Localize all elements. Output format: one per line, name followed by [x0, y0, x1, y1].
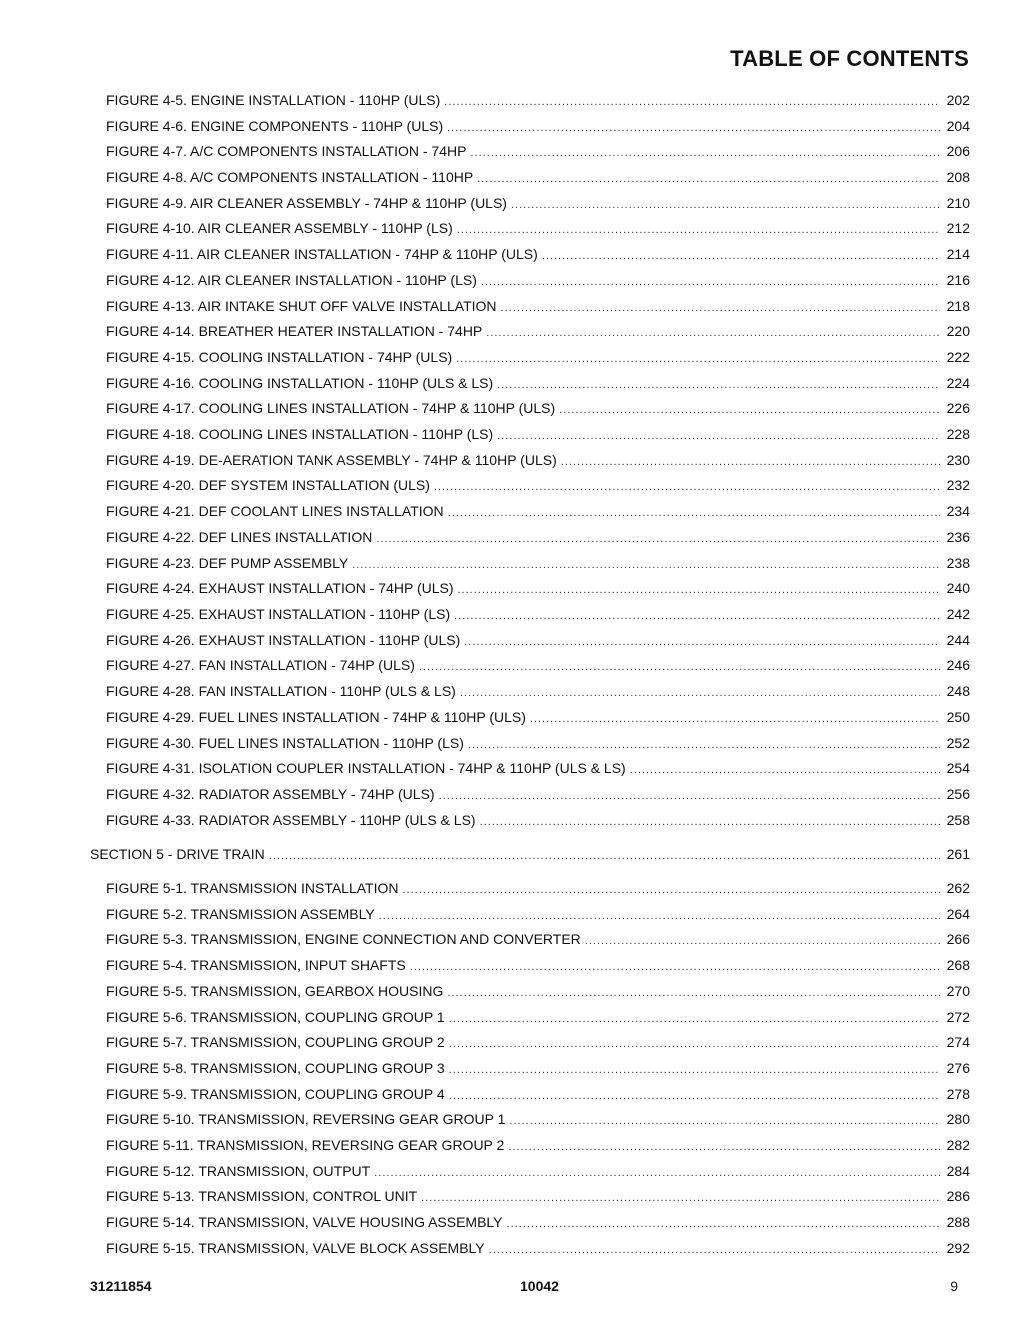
- toc-entry-label: FIGURE 4-27. FAN INSTALLATION - 74HP (ULS): [106, 657, 415, 673]
- toc-entry-label: FIGURE 4-7. A/C COMPONENTS INSTALLATION - 74HP: [106, 143, 467, 159]
- toc-entry-page-number: 256: [946, 786, 970, 802]
- toc-figure-entry[interactable]: [106, 323, 970, 341]
- toc-figure-entry[interactable]: [106, 760, 970, 778]
- toc-dot-leader: [376, 531, 940, 547]
- footer-revision-code: 10042: [520, 1278, 559, 1294]
- toc-entry-label: FIGURE 5-13. TRANSMISSION, CONTROL UNIT: [106, 1188, 418, 1204]
- toc-dot-leader: [449, 1036, 940, 1052]
- toc-entry-label: FIGURE 5-9. TRANSMISSION, COUPLING GROUP 4: [106, 1086, 445, 1102]
- toc-dot-leader: [449, 1011, 940, 1027]
- toc-entry-label: FIGURE 5-2. TRANSMISSION ASSEMBLY: [106, 906, 375, 922]
- toc-figure-entry[interactable]: [106, 735, 970, 753]
- toc-figure-entry[interactable]: [106, 246, 970, 264]
- toc-entry-page-number: 206: [946, 143, 970, 159]
- toc-figure-entry[interactable]: [106, 683, 970, 701]
- toc-figure-entry[interactable]: [106, 298, 970, 316]
- toc-figure-entry[interactable]: [106, 906, 970, 924]
- toc-entry-page-number: 242: [946, 606, 970, 622]
- toc-dot-leader: [468, 737, 940, 753]
- toc-dot-leader: [497, 428, 940, 444]
- toc-figure-entry[interactable]: [106, 1188, 970, 1206]
- toc-dot-leader: [434, 479, 940, 495]
- toc-entry-page-number: 224: [946, 375, 970, 391]
- toc-entry-page-number: 286: [946, 1188, 970, 1204]
- toc-figure-entry[interactable]: [106, 786, 970, 804]
- toc-entry-page-number: 266: [946, 931, 970, 947]
- toc-entry-page-number: 258: [946, 812, 970, 828]
- toc-figure-entry[interactable]: [106, 580, 970, 598]
- toc-figure-entry[interactable]: [106, 812, 970, 830]
- toc-figure-entry[interactable]: [106, 529, 970, 547]
- toc-figure-entry[interactable]: [106, 220, 970, 238]
- toc-figure-entry[interactable]: [106, 1111, 970, 1129]
- toc-dot-leader: [489, 1242, 940, 1258]
- toc-entry-page-number: 246: [946, 657, 970, 673]
- toc-figure-entry[interactable]: [106, 657, 970, 675]
- toc-entry-label: FIGURE 4-21. DEF COOLANT LINES INSTALLATION: [106, 503, 444, 519]
- toc-entry-page-number: 236: [946, 529, 970, 545]
- footer-page-number: 9: [950, 1278, 958, 1294]
- toc-figure-entry[interactable]: [106, 375, 970, 393]
- toc-entry-page-number: 220: [946, 323, 970, 339]
- toc-entry-page-number: 218: [946, 298, 970, 314]
- toc-figure-entry[interactable]: [106, 1060, 970, 1078]
- toc-dot-leader: [448, 505, 940, 521]
- toc-entry-page-number: 268: [946, 957, 970, 973]
- toc-dot-leader: [508, 1139, 940, 1155]
- toc-figure-entry[interactable]: [106, 503, 970, 521]
- toc-entry-page-number: 230: [946, 452, 970, 468]
- toc-figure-entry[interactable]: [106, 169, 970, 187]
- toc-dot-leader: [470, 145, 940, 161]
- toc-entry-page-number: 270: [946, 983, 970, 999]
- toc-entry-label: FIGURE 5-4. TRANSMISSION, INPUT SHAFTS: [106, 957, 406, 973]
- toc-entry-page-number: 234: [946, 503, 970, 519]
- toc-dot-leader: [585, 933, 940, 949]
- toc-entry-page-number: 208: [946, 169, 970, 185]
- toc-entry-label: FIGURE 4-30. FUEL LINES INSTALLATION - 110HP (LS): [106, 735, 464, 751]
- toc-dot-leader: [507, 1216, 940, 1232]
- toc-figure-entry[interactable]: [106, 709, 970, 727]
- toc-figure-entry[interactable]: [106, 272, 970, 290]
- toc-entry-label: FIGURE 5-10. TRANSMISSION, REVERSING GEAR GROUP 1: [106, 1111, 506, 1127]
- toc-entry-page-number: 214: [946, 246, 970, 262]
- toc-entry-label: FIGURE 4-13. AIR INTAKE SHUT OFF VALVE INSTALLATION: [106, 298, 497, 314]
- toc-entry-label: FIGURE 4-23. DEF PUMP ASSEMBLY: [106, 555, 349, 571]
- toc-entry-label: FIGURE 4-8. A/C COMPONENTS INSTALLATION - 110HP: [106, 169, 474, 185]
- toc-figure-entry[interactable]: [106, 1034, 970, 1052]
- toc-dot-leader: [457, 222, 940, 238]
- toc-entry-label: FIGURE 4-26. EXHAUST INSTALLATION - 110HP (ULS): [106, 632, 461, 648]
- toc-entry-page-number: 202: [946, 92, 970, 108]
- toc-entry-label: FIGURE 4-16. COOLING INSTALLATION - 110HP (ULS & LS): [106, 375, 494, 391]
- toc-entry-label: SECTION 5 - DRIVE TRAIN: [90, 846, 265, 862]
- toc-dot-leader: [480, 814, 940, 830]
- toc-dot-leader: [511, 197, 940, 213]
- toc-figure-entry[interactable]: [106, 1240, 970, 1258]
- toc-dot-leader: [486, 325, 940, 341]
- toc-dot-leader: [352, 557, 940, 573]
- toc-figure-entry[interactable]: [106, 957, 970, 975]
- toc-entry-label: FIGURE 4-29. FUEL LINES INSTALLATION - 74HP & 110HP (ULS): [106, 709, 526, 725]
- toc-entry-label: FIGURE 5-3. TRANSMISSION, ENGINE CONNECTION AND CONVERTER: [106, 931, 581, 947]
- toc-entry-label: FIGURE 4-12. AIR CLEANER INSTALLATION - 110HP (LS): [106, 272, 477, 288]
- toc-entry-label: FIGURE 4-11. AIR CLEANER INSTALLATION - 74HP & 110HP (ULS): [106, 246, 538, 262]
- toc-entry-page-number: 228: [946, 426, 970, 442]
- toc-entry-page-number: 232: [946, 477, 970, 493]
- toc-dot-leader: [561, 454, 940, 470]
- toc-entry-page-number: 264: [946, 906, 970, 922]
- toc-entry-page-number: 284: [946, 1163, 970, 1179]
- toc-entry-page-number: 272: [946, 1009, 970, 1025]
- page-title: TABLE OF CONTENTS: [730, 46, 969, 71]
- toc-section-entry[interactable]: [90, 846, 970, 864]
- toc-entry-label: FIGURE 4-33. RADIATOR ASSEMBLY - 110HP (ULS & LS): [106, 812, 476, 828]
- toc-entry-page-number: 254: [946, 760, 970, 776]
- toc-dot-leader: [403, 882, 941, 898]
- toc-figure-entry[interactable]: [106, 477, 970, 495]
- toc-dot-leader: [559, 402, 940, 418]
- toc-entry-page-number: 278: [946, 1086, 970, 1102]
- toc-entry-label: FIGURE 5-12. TRANSMISSION, OUTPUT: [106, 1163, 371, 1179]
- toc-dot-leader: [456, 351, 940, 367]
- toc-entry-label: FIGURE 4-5. ENGINE INSTALLATION - 110HP (ULS): [106, 92, 441, 108]
- toc-entry-label: FIGURE 4-20. DEF SYSTEM INSTALLATION (ULS): [106, 477, 430, 493]
- toc-figure-entry[interactable]: [106, 632, 970, 650]
- toc-dot-leader: [439, 788, 940, 804]
- toc-figure-entry[interactable]: [106, 931, 970, 949]
- toc-entry-page-number: 248: [946, 683, 970, 699]
- toc-dot-leader: [464, 634, 940, 650]
- toc-dot-leader: [449, 1062, 940, 1078]
- toc-dot-leader: [477, 171, 940, 187]
- toc-entry-label: FIGURE 4-28. FAN INSTALLATION - 110HP (ULS & LS): [106, 683, 456, 699]
- toc-entry-page-number: 240: [946, 580, 970, 596]
- toc-dot-leader: [454, 608, 940, 624]
- toc-figure-entry[interactable]: [106, 1137, 970, 1155]
- toc-entry-page-number: 226: [946, 400, 970, 416]
- toc-dot-leader: [269, 848, 940, 864]
- toc-dot-leader: [410, 959, 940, 975]
- toc-figure-entry[interactable]: [106, 1009, 970, 1027]
- toc-figure-entry[interactable]: [106, 1163, 970, 1181]
- toc-entry-label: FIGURE 4-6. ENGINE COMPONENTS - 110HP (ULS): [106, 118, 444, 134]
- toc-entry-page-number: 288: [946, 1214, 970, 1230]
- toc-dot-leader: [542, 248, 940, 264]
- toc-entry-page-number: 212: [946, 220, 970, 236]
- toc-dot-leader: [449, 1088, 940, 1104]
- toc-figure-entry[interactable]: [106, 1214, 970, 1232]
- toc-figure-entry[interactable]: [106, 400, 970, 418]
- toc-figure-entry[interactable]: [106, 349, 970, 367]
- toc-dot-leader: [444, 94, 940, 110]
- toc-entry-label: FIGURE 4-17. COOLING LINES INSTALLATION - 74HP & 110HP (ULS): [106, 400, 556, 416]
- toc-dot-leader: [630, 762, 940, 778]
- toc-figure-entry[interactable]: [106, 606, 970, 624]
- toc-dot-leader: [379, 908, 940, 924]
- footer-document-number: 31211854: [90, 1278, 152, 1294]
- toc-figure-entry[interactable]: [106, 426, 970, 444]
- toc-entry-label: FIGURE 5-11. TRANSMISSION, REVERSING GEAR GROUP 2: [106, 1137, 505, 1153]
- toc-entry-label: FIGURE 5-1. TRANSMISSION INSTALLATION: [106, 880, 399, 896]
- toc-dot-leader: [458, 582, 941, 598]
- toc-entry-label: FIGURE 5-6. TRANSMISSION, COUPLING GROUP 1: [106, 1009, 445, 1025]
- toc-entry-page-number: 262: [946, 880, 970, 896]
- toc-figure-entry[interactable]: [106, 118, 970, 136]
- toc-entry-page-number: 274: [946, 1034, 970, 1050]
- toc-entry-page-number: 216: [946, 272, 970, 288]
- toc-entry-page-number: 282: [946, 1137, 970, 1153]
- toc-figure-entry[interactable]: [106, 143, 970, 161]
- toc-dot-leader: [460, 685, 940, 701]
- toc-entry-label: FIGURE 5-14. TRANSMISSION, VALVE HOUSING ASSEMBLY: [106, 1214, 503, 1230]
- toc-entry-label: FIGURE 4-32. RADIATOR ASSEMBLY - 74HP (ULS): [106, 786, 435, 802]
- toc-dot-leader: [447, 120, 940, 136]
- toc-figure-entry[interactable]: [106, 195, 970, 213]
- toc-entry-label: FIGURE 5-7. TRANSMISSION, COUPLING GROUP 2: [106, 1034, 445, 1050]
- toc-entry-page-number: 204: [946, 118, 970, 134]
- toc-entry-page-number: 238: [946, 555, 970, 571]
- toc-dot-leader: [509, 1113, 940, 1129]
- toc-entry-page-number: 252: [946, 735, 970, 751]
- toc-entry-label: FIGURE 4-31. ISOLATION COUPLER INSTALLATION - 74HP & 110HP (ULS & LS): [106, 760, 626, 776]
- toc-figure-entry[interactable]: [106, 1086, 970, 1104]
- toc-entry-label: FIGURE 4-24. EXHAUST INSTALLATION - 74HP (ULS): [106, 580, 454, 596]
- toc-entry-label: FIGURE 4-10. AIR CLEANER ASSEMBLY - 110HP (LS): [106, 220, 453, 236]
- toc-figure-entry[interactable]: [106, 92, 970, 110]
- toc-entry-label: FIGURE 4-14. BREATHER HEATER INSTALLATION - 74HP: [106, 323, 483, 339]
- toc-dot-leader: [419, 659, 940, 675]
- toc-entry-label: FIGURE 4-9. AIR CLEANER ASSEMBLY - 74HP & 110HP (ULS): [106, 195, 507, 211]
- toc-entry-label: FIGURE 4-19. DE-AERATION TANK ASSEMBLY - 74HP & 110HP (ULS): [106, 452, 557, 468]
- toc-figure-entry[interactable]: [106, 452, 970, 470]
- toc-dot-leader: [481, 274, 940, 290]
- toc-figure-entry[interactable]: [106, 983, 970, 1001]
- toc-entry-page-number: 276: [946, 1060, 970, 1076]
- toc-dot-leader: [530, 711, 940, 727]
- toc-dot-leader: [497, 377, 940, 393]
- toc-entry-label: FIGURE 4-18. COOLING LINES INSTALLATION - 110HP (LS): [106, 426, 494, 442]
- toc-entry-page-number: 244: [946, 632, 970, 648]
- toc-figure-entry[interactable]: [106, 880, 970, 898]
- toc-entry-page-number: 280: [946, 1111, 970, 1127]
- toc-entry-label: FIGURE 5-5. TRANSMISSION, GEARBOX HOUSING: [106, 983, 444, 999]
- toc-entry-page-number: 250: [946, 709, 970, 725]
- toc-entry-page-number: 261: [946, 846, 970, 862]
- toc-entry-label: FIGURE 4-22. DEF LINES INSTALLATION: [106, 529, 373, 545]
- toc-entry-page-number: 292: [946, 1240, 970, 1256]
- toc-dot-leader: [501, 300, 940, 316]
- toc-entry-page-number: 222: [946, 349, 970, 365]
- toc-entry-label: FIGURE 5-8. TRANSMISSION, COUPLING GROUP 3: [106, 1060, 445, 1076]
- toc-dot-leader: [421, 1190, 940, 1206]
- toc-entry-page-number: 210: [946, 195, 970, 211]
- toc-entry-label: FIGURE 4-15. COOLING INSTALLATION - 74HP (ULS): [106, 349, 453, 365]
- toc-entry-label: FIGURE 5-15. TRANSMISSION, VALVE BLOCK ASSEMBLY: [106, 1240, 485, 1256]
- toc-figure-entry[interactable]: [106, 555, 970, 573]
- toc-dot-leader: [447, 985, 940, 1001]
- toc-dot-leader: [374, 1165, 940, 1181]
- toc-entry-label: FIGURE 4-25. EXHAUST INSTALLATION - 110HP (LS): [106, 606, 451, 622]
